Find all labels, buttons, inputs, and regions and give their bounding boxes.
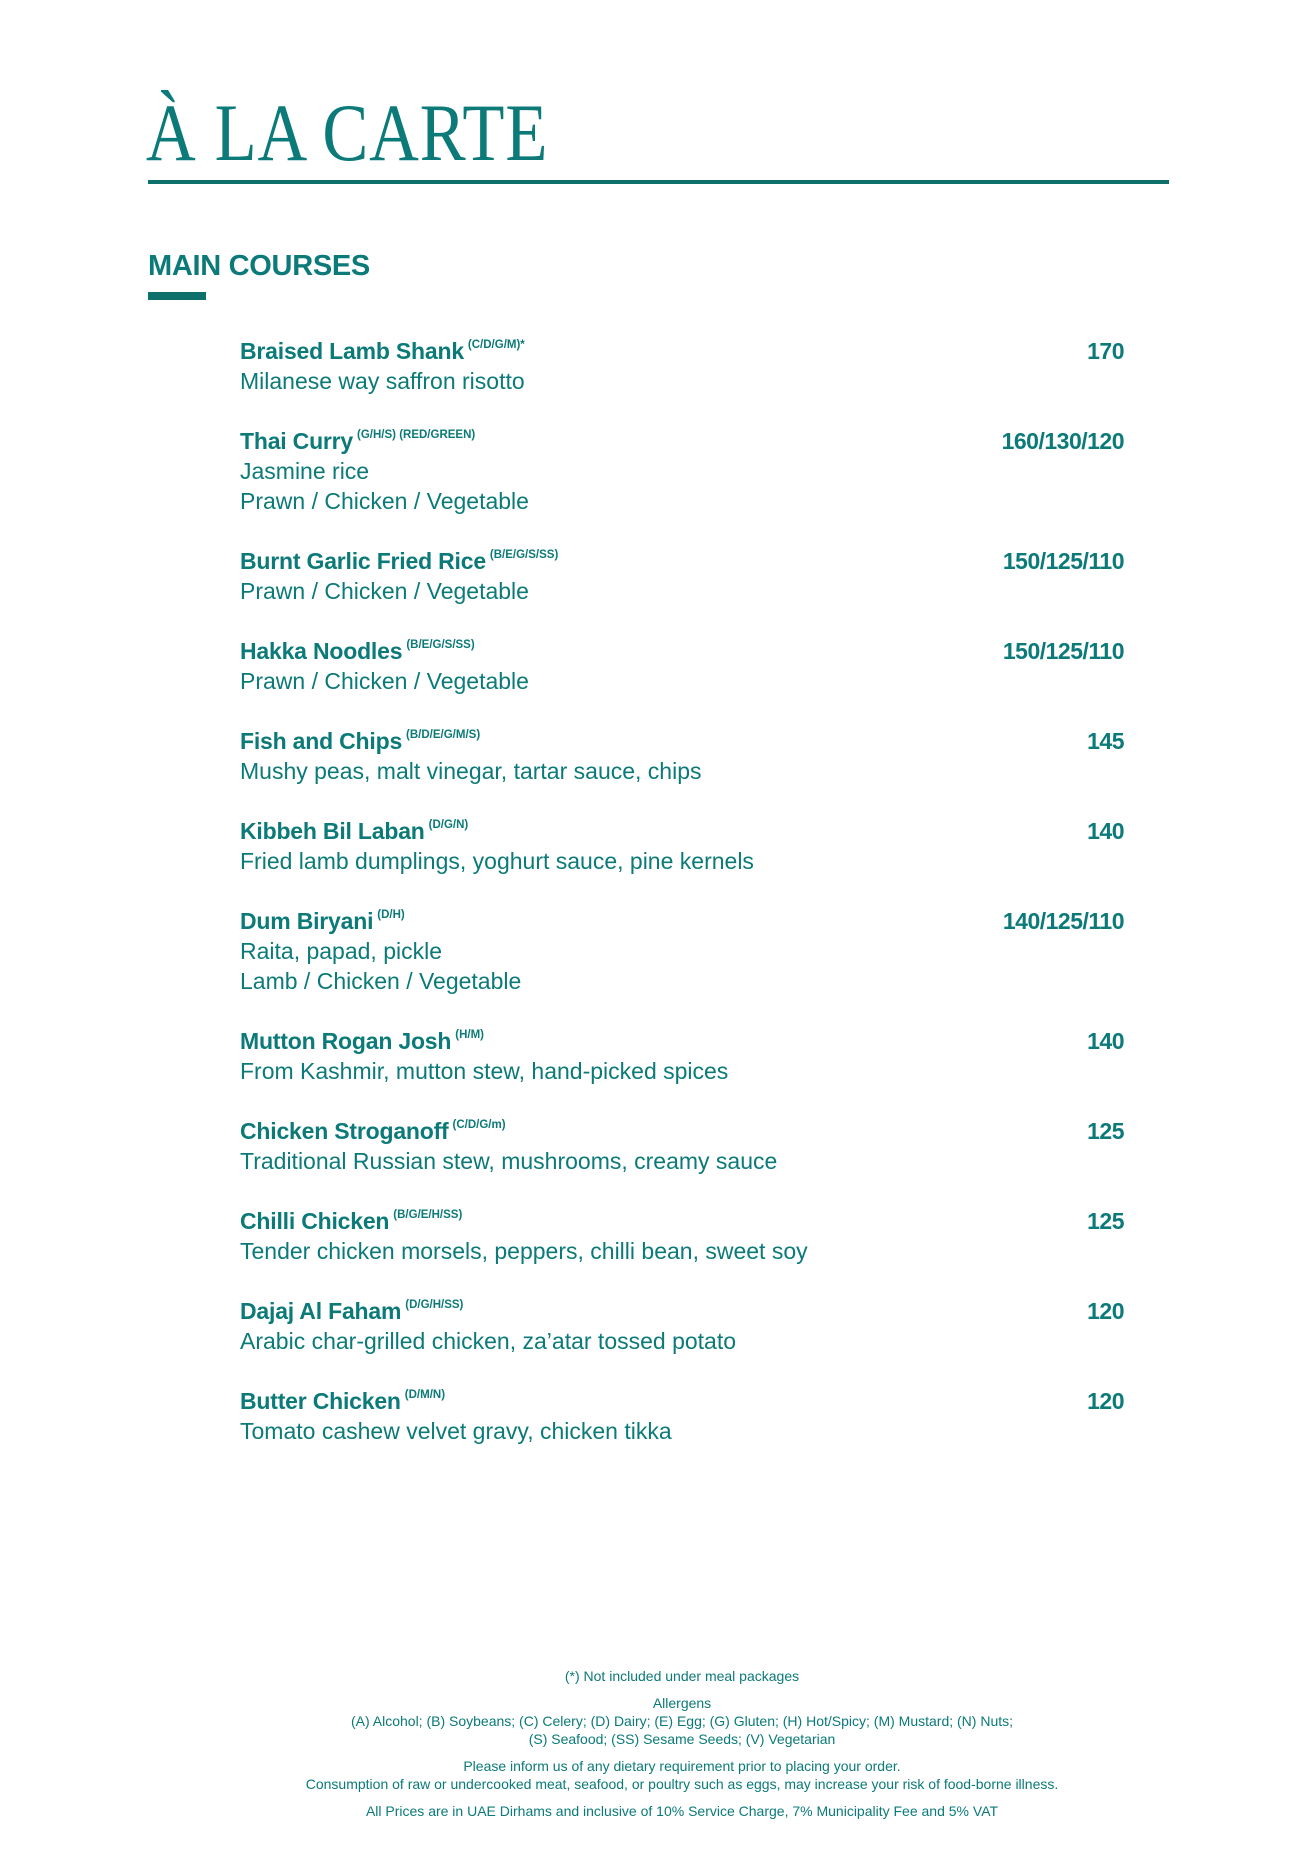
item-description: Fried lamb dumplings, yoghurt sauce, pine kernels <box>240 848 754 874</box>
item-price: 140 <box>1087 1028 1124 1054</box>
item-price: 150/125/110 <box>1002 638 1124 664</box>
item-description: From Kashmir, mutton stew, hand-picked spices <box>240 1058 729 1084</box>
item-allergens: (D/H) <box>377 909 405 921</box>
footer <box>240 1667 1124 1820</box>
item-name: Thai Curry $^{(G/H/S) (RED/GREEN)}$ <box>240 428 476 454</box>
item-allergens: (C/D/G/M)* <box>467 339 525 351</box>
item-allergens: (B/E/G/S/SS) <box>406 639 475 651</box>
item-description: Prawn / Chicken / Vegetable <box>240 578 529 604</box>
allergens-legend-line-1: (A) Alcohol; (B) Soybeans; (C) Celery; (D) Dairy; (E) Egg; (G) Gluten; (H) Hot/Spicy; (M) Mustard; (N) Nuts; <box>350 1713 1014 1729</box>
section-underline <box>148 292 206 300</box>
menu-item <box>240 1386 1124 1446</box>
item-price: 125 <box>1087 1118 1124 1144</box>
item-allergens: (D/G/H/SS) <box>405 1299 464 1311</box>
item-allergens: (G/H/S) (RED/GREEN) <box>357 429 476 441</box>
menu-item <box>240 1296 1124 1356</box>
item-allergens: (H/M) <box>455 1029 484 1041</box>
menu-item <box>240 336 1124 396</box>
item-allergens: (D/G/N) <box>428 819 469 831</box>
item-price: 150/125/110 <box>1002 548 1124 574</box>
item-allergens: (B/D/E/G/M/S) <box>406 729 481 741</box>
item-name: Chicken Stroganoff $^{(C/D/G/m)}$ <box>240 1118 506 1144</box>
item-description: Arabic char-grilled chicken, za’atar tossed potato <box>240 1328 737 1354</box>
allergens-legend-line-2: (S) Seafood; (SS) Sesame Seeds; (V) Vegetarian <box>528 1731 836 1747</box>
item-price: 125 <box>1087 1208 1124 1234</box>
item-name: Kibbeh Bil Laban $^{(D/G/N)}$ <box>240 818 469 844</box>
item-allergens: (B/E/G/S/SS) <box>489 549 559 561</box>
item-price: 140/125/110 <box>1002 908 1124 934</box>
menu-item <box>240 816 1124 876</box>
item-price: 120 <box>1087 1388 1124 1414</box>
item-description: Raita, papad, pickle <box>240 938 443 964</box>
item-name: Mutton Rogan Josh $^{(H/M)}$ <box>240 1028 484 1054</box>
item-allergens: (B/G/E/H/SS) <box>393 1209 463 1221</box>
menu-item <box>240 726 1124 786</box>
item-name: Braised Lamb Shank $^{(C/D/G/M)*}$ <box>240 338 525 364</box>
item-name: Dum Biryani $^{(D/H)}$ <box>240 908 405 934</box>
menu-item <box>240 1026 1124 1086</box>
allergens-heading: Allergens <box>652 1695 712 1711</box>
item-description: Jasmine rice <box>240 458 370 484</box>
menu-item <box>240 636 1124 696</box>
consumption-warning: Consumption of raw or undercooked meat, seafood, or poultry such as eggs, may increase your risk of food-borne illness. <box>305 1776 1059 1792</box>
item-price: 160/130/120 <box>1001 428 1124 454</box>
item-name: Dajaj Al Faham $^{(D/G/H/SS)}$ <box>240 1298 464 1324</box>
pricing-notice: All Prices are in UAE Dirhams and inclusive of 10% Service Charge, 7% Municipality Fee and 5% VAT <box>365 1803 999 1819</box>
menu-item <box>240 426 1124 516</box>
menu-item <box>240 906 1124 996</box>
item-description: Mushy peas, malt vinegar, tartar sauce, chips <box>240 758 702 784</box>
section-title: MAIN COURSES <box>148 250 370 282</box>
item-name: Burnt Garlic Fried Rice $^{(B/E/G/S/SS)}$ <box>240 548 559 574</box>
item-name: Butter Chicken $^{(D/M/N)}$ <box>240 1388 446 1414</box>
menu-item <box>240 1206 1124 1266</box>
item-name: Chilli Chicken $^{(B/G/E/H/SS)}$ <box>240 1208 463 1234</box>
menu-item <box>240 1116 1124 1176</box>
item-options: Prawn / Chicken / Vegetable <box>240 488 529 514</box>
item-name: Hakka Noodles $^{(B/E/G/S/SS)}$ <box>240 638 475 664</box>
item-allergens: (C/D/G/m) <box>452 1119 506 1131</box>
page-title: À LA CARTE <box>146 87 549 178</box>
dietary-notice: Please inform us of any dietary requirement prior to placing your order. <box>463 1758 901 1774</box>
item-options: Lamb / Chicken / Vegetable <box>240 968 522 994</box>
title-divider <box>148 180 1169 184</box>
item-description: Milanese way saffron risotto <box>240 368 525 394</box>
item-allergens: (D/M/N) <box>404 1389 446 1401</box>
item-price: 120 <box>1087 1298 1124 1324</box>
item-price: 170 <box>1087 338 1124 364</box>
item-description: Tomato cashew velvet gravy, chicken tikka <box>240 1418 672 1444</box>
item-description: Traditional Russian stew, mushrooms, creamy sauce <box>240 1148 778 1174</box>
menu-item <box>240 546 1124 606</box>
item-price: 140 <box>1087 818 1124 844</box>
item-description: Prawn / Chicken / Vegetable <box>240 668 529 694</box>
item-name: Fish and Chips $^{(B/D/E/G/M/S)}$ <box>240 728 481 754</box>
item-description: Tender chicken morsels, peppers, chilli bean, sweet soy <box>240 1238 808 1264</box>
item-price: 145 <box>1087 728 1124 754</box>
package-note: (*) Not included under meal packages <box>564 1668 800 1684</box>
